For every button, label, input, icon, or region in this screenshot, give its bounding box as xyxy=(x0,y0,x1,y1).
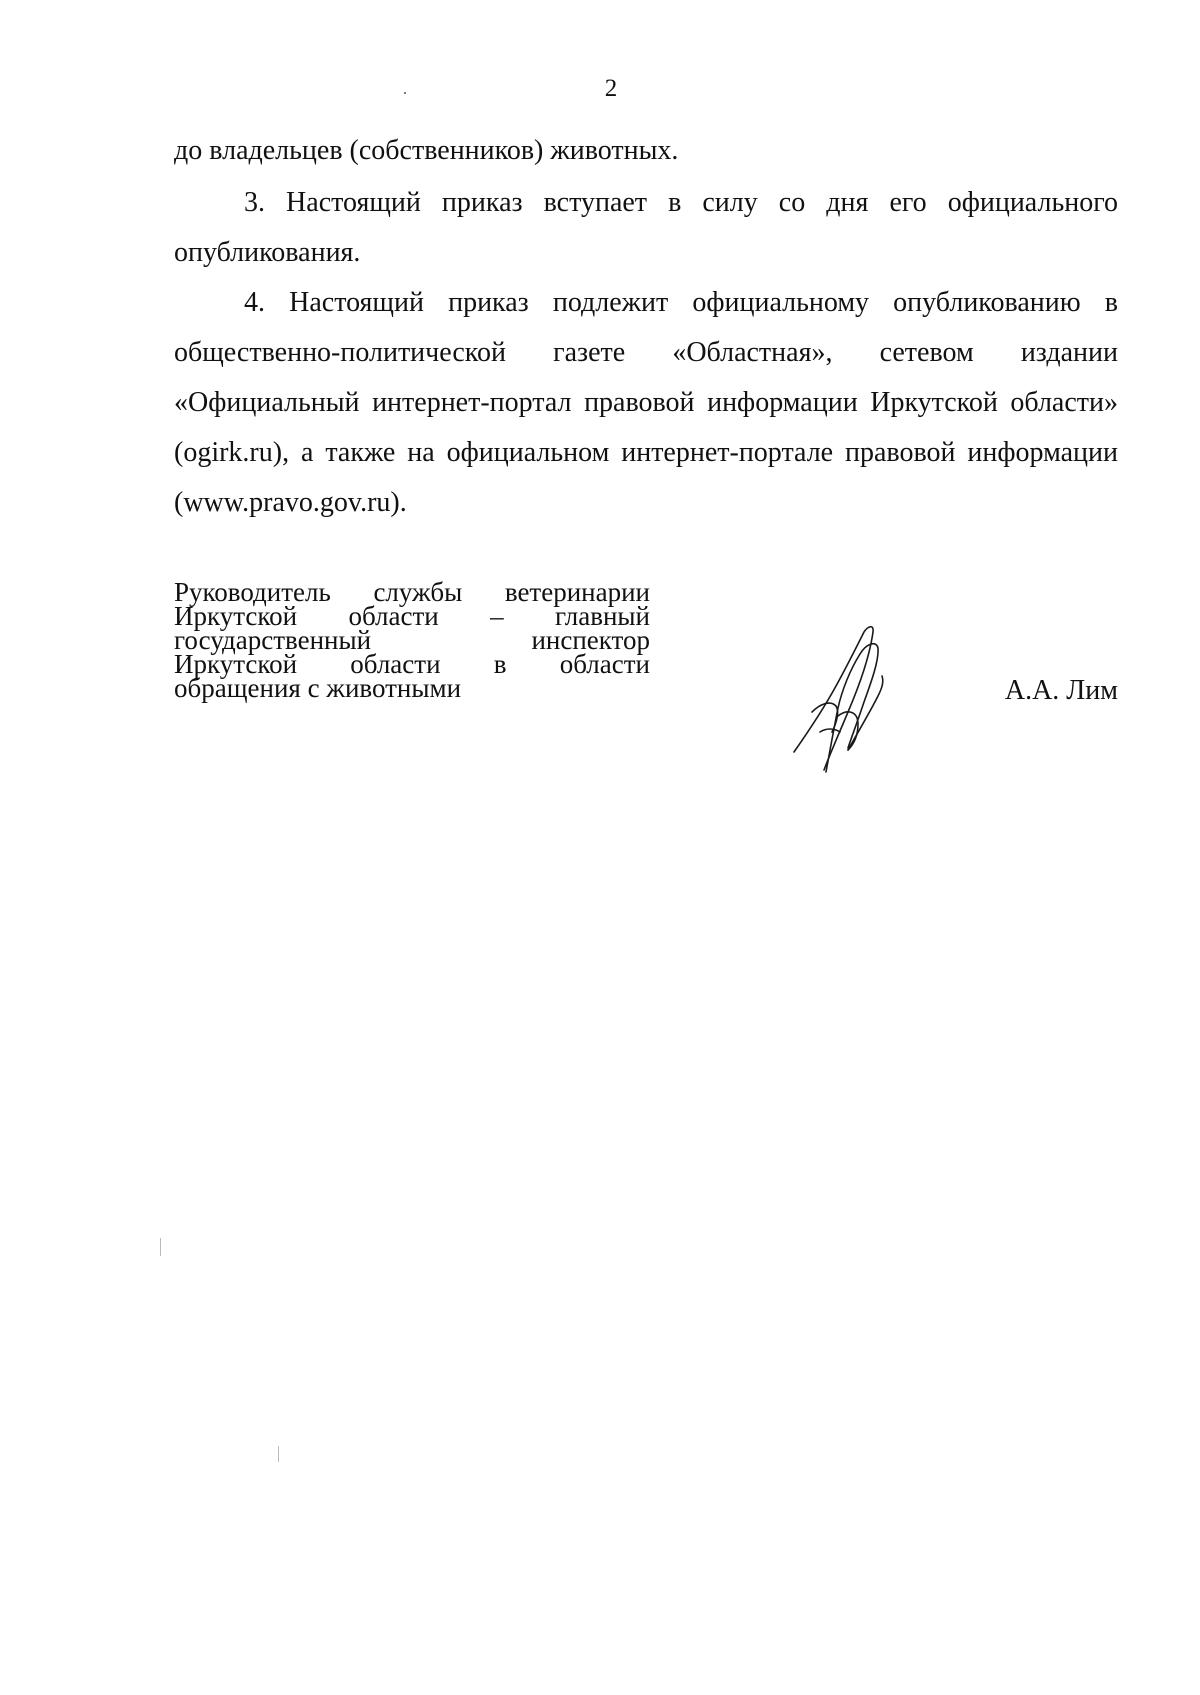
position-line: Иркутской области – главный xyxy=(174,601,650,631)
position-line: обращения с животными xyxy=(174,673,462,703)
position-line: Руководитель службы ветеринарии xyxy=(174,577,650,607)
scan-artifact xyxy=(404,92,406,94)
signatory-name: А.А. Лим xyxy=(1004,675,1118,706)
signatory-position xyxy=(174,577,650,703)
text-line: (www.pravo.gov.ru). xyxy=(174,487,407,518)
paragraph-continuation xyxy=(174,126,1118,176)
position-line: государственный инспектор xyxy=(174,625,650,655)
paragraph-item-4 xyxy=(174,278,1118,528)
text-line: 4. Настоящий приказ подлежит официальному опубликованию в xyxy=(244,287,1118,318)
text-line: «Официальный интернет-портал правовой информации Иркутской области» xyxy=(174,387,1118,418)
paragraph-item-3 xyxy=(174,178,1118,278)
text-line: 3. Настоящий приказ вступает в силу со дня его официального xyxy=(244,187,1118,218)
text-line: до владельцев (собственников) животных. xyxy=(174,135,679,166)
scan-artifact xyxy=(160,1238,161,1256)
scan-artifact xyxy=(278,1446,279,1462)
position-line: Иркутской области в области xyxy=(174,649,650,679)
text-line: опубликования. xyxy=(174,237,361,268)
text-line: общественно-политической газете «Областная», сетевом издании xyxy=(174,337,1118,368)
handwritten-signature xyxy=(790,620,910,780)
page-number: 2 xyxy=(604,75,618,102)
text-line: (ogirk.ru), а также на официальном интернет-портале правовой информации xyxy=(174,437,1118,468)
